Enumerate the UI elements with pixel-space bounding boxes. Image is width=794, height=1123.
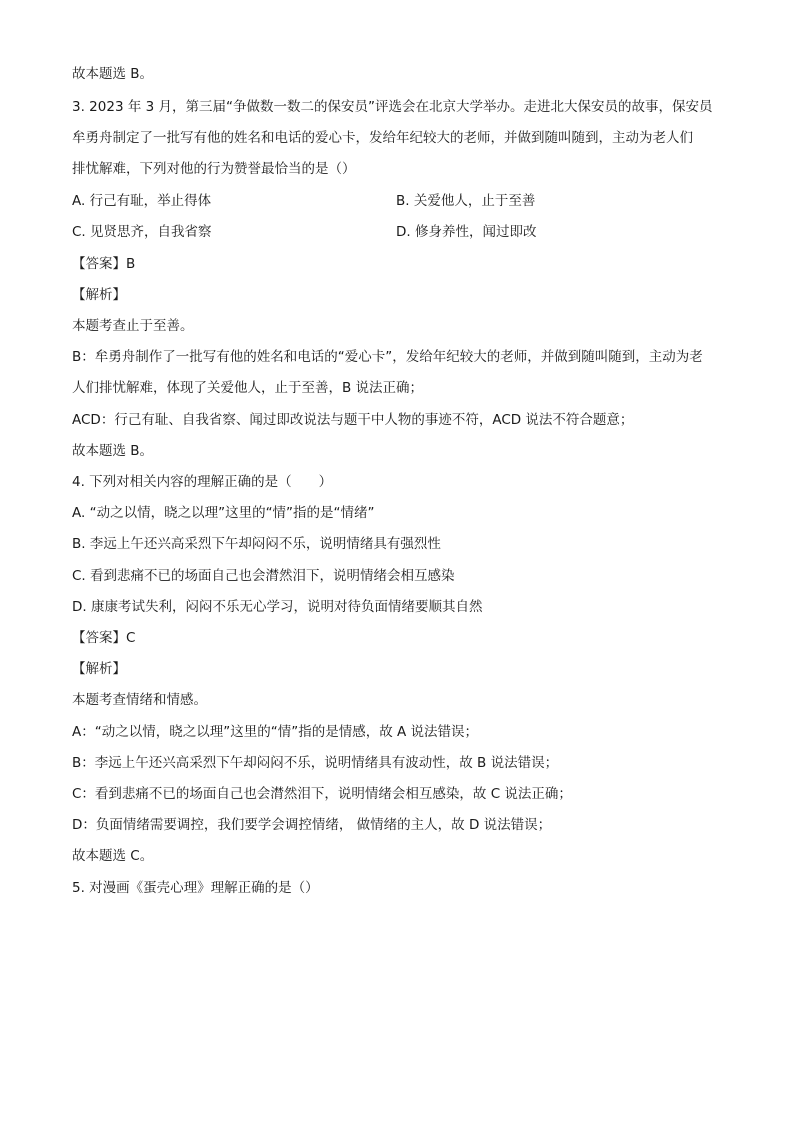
q3-analysis-line: 本题考查止于至善。 [72, 318, 194, 334]
q4-analysis-line: 故本题选 C。 [72, 848, 154, 864]
q3-analysis-title: 【解析】 [72, 287, 126, 303]
q3-answer: 【答案】B [72, 256, 136, 272]
q4-option-b: B. 李远上午还兴高采烈下午却闷闷不乐，说明情绪具有强烈性 [72, 536, 441, 552]
q3-stem-line-3: 排忧解难，下列对他的行为赞誉最恰当的是（） [72, 161, 356, 177]
q3-analysis-line: ACD：行己有耻、自我省察、闻过即改说法与题干中人物的事迹不符，ACD 说法不符合题意； [72, 412, 634, 428]
q4-analysis-line: D：负面情绪需要调控，我们要学会调控情绪， 做情绪的主人，故 D 说法错误； [72, 817, 552, 833]
q4-option-a: A. “动之以情，晓之以理”这里的“情”指的是“情绪” [72, 505, 375, 521]
q4-analysis-line: 本题考查情绪和情感。 [72, 692, 207, 708]
q3-option-b: B. 关爱他人，止于至善 [396, 193, 536, 209]
q4-analysis-line: A：“动之以情，晓之以理”这里的“情”指的是情感，故 A 说法错误； [72, 724, 479, 740]
q3-option-c: C. 见贤思齐，自我省察 [72, 224, 212, 240]
q4-analysis-line: B：李远上午还兴高采烈下午却闷闷不乐，说明情绪具有波动性，故 B 说法错误； [72, 755, 559, 771]
q4-stem: 4. 下列对相关内容的理解正确的是（ ） [72, 474, 333, 490]
prev-conclusion: 故本题选 B。 [72, 66, 154, 82]
q3-option-a: A. 行己有耻，举止得体 [72, 193, 212, 209]
q3-option-d: D. 修身养性，闻过即改 [396, 224, 537, 240]
q4-option-d: D. 康康考试失利，闷闷不乐无心学习，说明对待负面情绪要顺其自然 [72, 599, 483, 615]
q4-analysis-line: C：看到悲痛不已的场面自己也会潸然泪下，说明情绪会相互感染，故 C 说法正确； [72, 786, 572, 802]
q3-analysis-line: 故本题选 B。 [72, 443, 154, 459]
q4-analysis-title: 【解析】 [72, 661, 126, 677]
q3-stem-line-2: 牟勇舟制定了一批写有他的姓名和电话的爱心卡，发给年纪较大的老师，并做到随叫随到，主动为老人们 [72, 130, 693, 146]
q4-option-c: C. 看到悲痛不已的场面自己也会潸然泪下，说明情绪会相互感染 [72, 568, 455, 584]
q3-analysis-line: B：牟勇舟制作了一批写有他的姓名和电话的“爱心卡”，发给年纪较大的老师，并做到随叫随到，主动为老 [72, 349, 703, 365]
q5-stem: 5. 对漫画《蛋壳心理》理解正确的是（） [72, 880, 319, 896]
q3-stem-line-1: 3. 2023 年 3 月，第三届“争做数一数二的保安员”评选会在北京大学举办。走进北大保安员的故事，保安员 [72, 99, 713, 115]
q4-answer: 【答案】C [72, 630, 136, 646]
q3-analysis-line: 人们排忧解难，体现了关爱他人，止于至善，B 说法正确； [72, 380, 424, 396]
